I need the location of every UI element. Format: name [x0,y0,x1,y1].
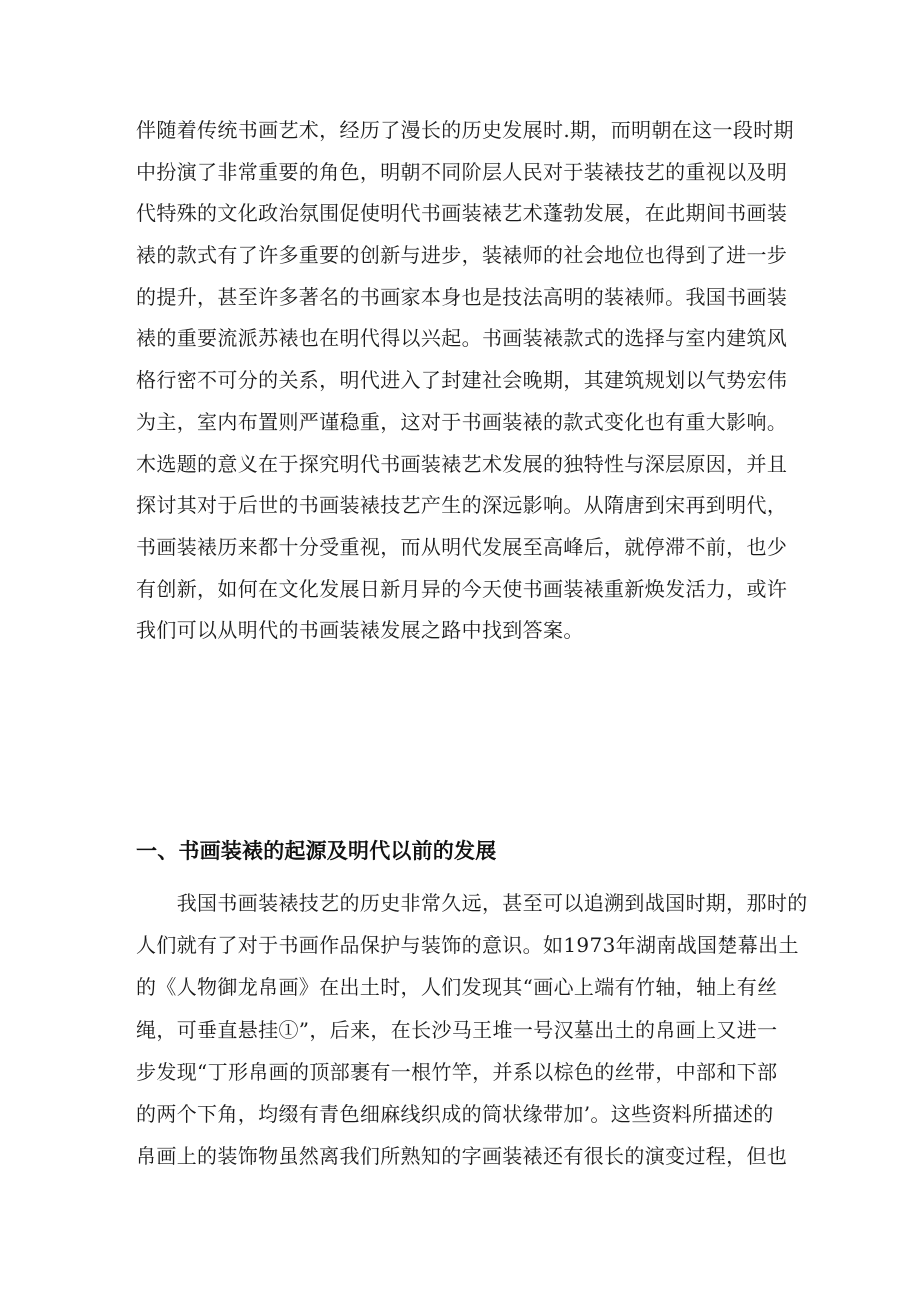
text-line: 的《人物御龙帛画》在出土时，人们发现其“画心上端有竹轴，轴上有丝 [136,975,778,1000]
section-paragraph [136,882,808,1177]
text-line: 书画装裱历来都十分受重视，而从明代发展至高峰后，就停滞不前，也少 [136,534,788,559]
text-line: 木选题的意义在于探究明代书画装裱艺术发展的独特性与深层原因，并且 [136,451,788,476]
text-line: 人们就有了对于书画作品保护与装饰的意识。如1973年湖南战国楚幕出土 [136,933,799,958]
text-line: 步发现“丁形帛画的顶部裹有一根竹竿，并系以棕色的丝带，中部和下部 [136,1059,778,1084]
text-line: 代特殊的文化政治氛围促使明代书画装裱艺术蓬勃发展，在此期间书画装 [136,201,788,226]
text-line: 中扮演了非常重要的角色，明朝不同阶层人民对于装裱技艺的重视以及明 [136,159,788,184]
text-line: 的提升，甚至许多著名的书画家本身也是技法高明的装裱师。我国书画装 [136,284,788,309]
text-line: 帛画上的装饰物虽然离我们所熟知的字画装裱还有很长的演变过程，但也 [136,1144,788,1169]
text-line: 的两个下角，均缀有青色细麻线织成的筒状缘带加’。这些资料所描述的 [136,1101,774,1126]
text-line: 格行密不可分的关系，明代进入了封建社会晚期，其建筑规划以气势宏伟 [136,368,788,393]
text-line: 我国书画装裱技艺的历史非常久远，甚至可以追溯到战国时期，那时的 [136,891,808,915]
text-line: 绳，可垂直悬挂①”，后来，在长沙马王堆一号汉墓出土的帛画上又进一 [136,1017,778,1042]
text-line: 为主，室内布置则严谨稳重，这对于书画装裱的款式变化也有重大影响。 [136,409,788,434]
text-line: 裱的款式有了许多重要的创新与进步，装裱师的社会地位也得到了进一步 [136,243,788,268]
section-heading: 一、书画装裱的起源及明代以前的发展 [136,839,497,863]
text-line: 我们可以从明代的书画装裱发展之路中找到答案。 [136,618,584,643]
text-line: 裱的重要流派苏裱也在明代得以兴起。书画装裱款式的选择与室内建筑风 [136,326,788,351]
text-line: 有创新，如何在文化发展日新月异的今天使书画装裱重新焕发活力，或许 [136,576,788,601]
text-line: 伴随着传统书画艺术，经历了漫长的历史发展时.期，而明朝在这一段时期 [136,118,794,142]
text-line: 探讨其对于后世的书画装裱技艺产生的深远影响。从隋唐到宋再到明代， [136,493,788,518]
intro-paragraph [136,110,794,652]
